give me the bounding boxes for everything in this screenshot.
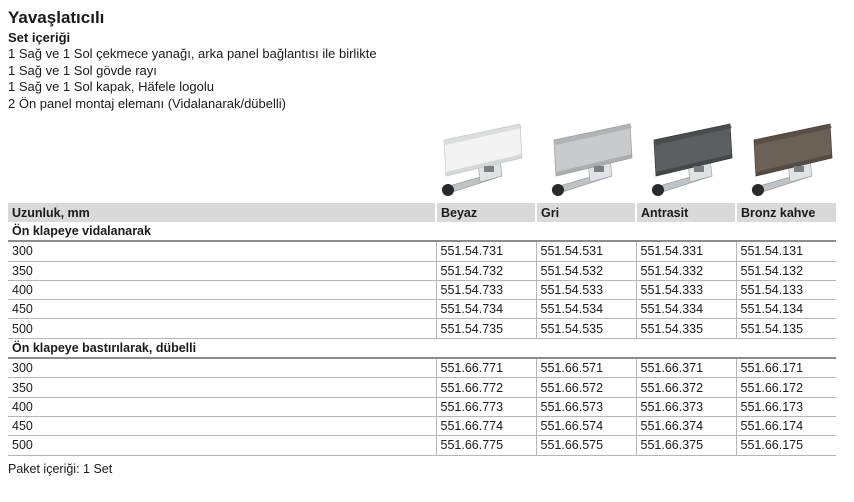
header-gri: Gri bbox=[536, 203, 636, 222]
table-row bbox=[8, 241, 836, 261]
length-cell: 300 bbox=[8, 358, 436, 378]
package-contents-note: Paket içeriği: 1 Set bbox=[8, 462, 113, 476]
table-row bbox=[8, 378, 836, 397]
table-row bbox=[8, 280, 836, 299]
section-label: Ön klapeye bastırılarak, dübelli bbox=[8, 338, 836, 358]
header-beyaz: Beyaz bbox=[436, 203, 536, 222]
article-code-cell: 551.54.134 bbox=[736, 300, 836, 319]
table-row bbox=[8, 436, 836, 455]
table-header-row bbox=[8, 203, 836, 222]
set-contents-list bbox=[8, 46, 377, 112]
article-code-cell: 551.66.773 bbox=[436, 397, 536, 416]
set-item: 2 Ön panel montaj elemanı (Vidalanarak/dübelli) bbox=[8, 95, 286, 111]
page-title: Yavaşlatıcılı bbox=[8, 8, 105, 27]
article-code-cell: 551.66.573 bbox=[536, 397, 636, 416]
article-code-cell: 551.54.734 bbox=[436, 300, 536, 319]
header-length: Uzunluk, mm bbox=[8, 203, 436, 222]
article-code-cell: 551.66.371 bbox=[636, 358, 736, 378]
article-code-cell: 551.66.575 bbox=[536, 436, 636, 455]
article-code-cell: 551.54.735 bbox=[436, 319, 536, 338]
set-item: 1 Sağ ve 1 Sol kapak, Häfele logolu bbox=[8, 79, 214, 94]
article-code-cell: 551.54.331 bbox=[636, 241, 736, 261]
table-row bbox=[8, 358, 836, 378]
length-cell: 450 bbox=[8, 300, 436, 319]
length-cell: 450 bbox=[8, 416, 436, 435]
article-code-cell: 551.54.733 bbox=[436, 280, 536, 299]
table-row bbox=[8, 261, 836, 280]
table-row bbox=[8, 416, 836, 435]
product-images bbox=[438, 118, 838, 204]
article-code-cell: 551.54.534 bbox=[536, 300, 636, 319]
article-code-cell: 551.66.374 bbox=[636, 416, 736, 435]
table-section-row bbox=[8, 222, 836, 241]
table-section-row bbox=[8, 338, 836, 358]
set-item: 1 Sağ ve 1 Sol gövde rayı bbox=[8, 62, 157, 78]
article-code-cell: 551.66.372 bbox=[636, 378, 736, 397]
header-bronz-kahve: Bronz kahve bbox=[736, 203, 836, 222]
article-code-cell: 551.66.772 bbox=[436, 378, 536, 397]
length-cell: 350 bbox=[8, 261, 436, 280]
article-code-cell: 551.54.133 bbox=[736, 280, 836, 299]
table-row bbox=[8, 397, 836, 416]
table-row bbox=[8, 300, 836, 319]
article-code-cell: 551.54.732 bbox=[436, 261, 536, 280]
header-antrasit: Antrasit bbox=[636, 203, 736, 222]
length-cell: 500 bbox=[8, 436, 436, 455]
length-cell: 300 bbox=[8, 241, 436, 261]
article-code-cell: 551.54.535 bbox=[536, 319, 636, 338]
section-label: Ön klapeye vidalanarak bbox=[8, 222, 836, 241]
article-code-cell: 551.66.175 bbox=[736, 436, 836, 455]
article-code-cell: 551.54.334 bbox=[636, 300, 736, 319]
length-cell: 400 bbox=[8, 280, 436, 299]
article-code-cell: 551.54.532 bbox=[536, 261, 636, 280]
length-cell: 400 bbox=[8, 397, 436, 416]
antrasit-drawer-image bbox=[648, 118, 738, 204]
article-code-cell: 551.54.335 bbox=[636, 319, 736, 338]
gri-drawer-image bbox=[548, 118, 638, 204]
product-code-table bbox=[8, 203, 836, 456]
article-code-cell: 551.66.775 bbox=[436, 436, 536, 455]
article-code-cell: 551.66.572 bbox=[536, 378, 636, 397]
beyaz-drawer-image bbox=[438, 118, 528, 204]
article-code-cell: 551.66.574 bbox=[536, 416, 636, 435]
article-code-cell: 551.66.172 bbox=[736, 378, 836, 397]
article-code-cell: 551.54.533 bbox=[536, 280, 636, 299]
article-code-cell: 551.54.131 bbox=[736, 241, 836, 261]
article-code-cell: 551.66.375 bbox=[636, 436, 736, 455]
article-code-cell: 551.54.135 bbox=[736, 319, 836, 338]
bronz-drawer-image bbox=[748, 118, 838, 204]
article-code-cell: 551.66.571 bbox=[536, 358, 636, 378]
article-code-cell: 551.54.731 bbox=[436, 241, 536, 261]
article-code-cell: 551.54.531 bbox=[536, 241, 636, 261]
length-cell: 350 bbox=[8, 378, 436, 397]
article-code-cell: 551.54.332 bbox=[636, 261, 736, 280]
article-code-cell: 551.54.333 bbox=[636, 280, 736, 299]
article-code-cell: 551.66.171 bbox=[736, 358, 836, 378]
article-code-cell: 551.66.174 bbox=[736, 416, 836, 435]
article-code-cell: 551.54.132 bbox=[736, 261, 836, 280]
article-code-cell: 551.66.373 bbox=[636, 397, 736, 416]
length-cell: 500 bbox=[8, 319, 436, 338]
article-code-cell: 551.66.173 bbox=[736, 397, 836, 416]
article-code-cell: 551.66.774 bbox=[436, 416, 536, 435]
set-item: 1 Sağ ve 1 Sol çekmece yanağı, arka panel bağlantısı ile birlikte bbox=[8, 46, 377, 61]
set-contents-heading: Set içeriği bbox=[8, 30, 71, 45]
table-row bbox=[8, 319, 836, 338]
article-code-cell: 551.66.771 bbox=[436, 358, 536, 378]
